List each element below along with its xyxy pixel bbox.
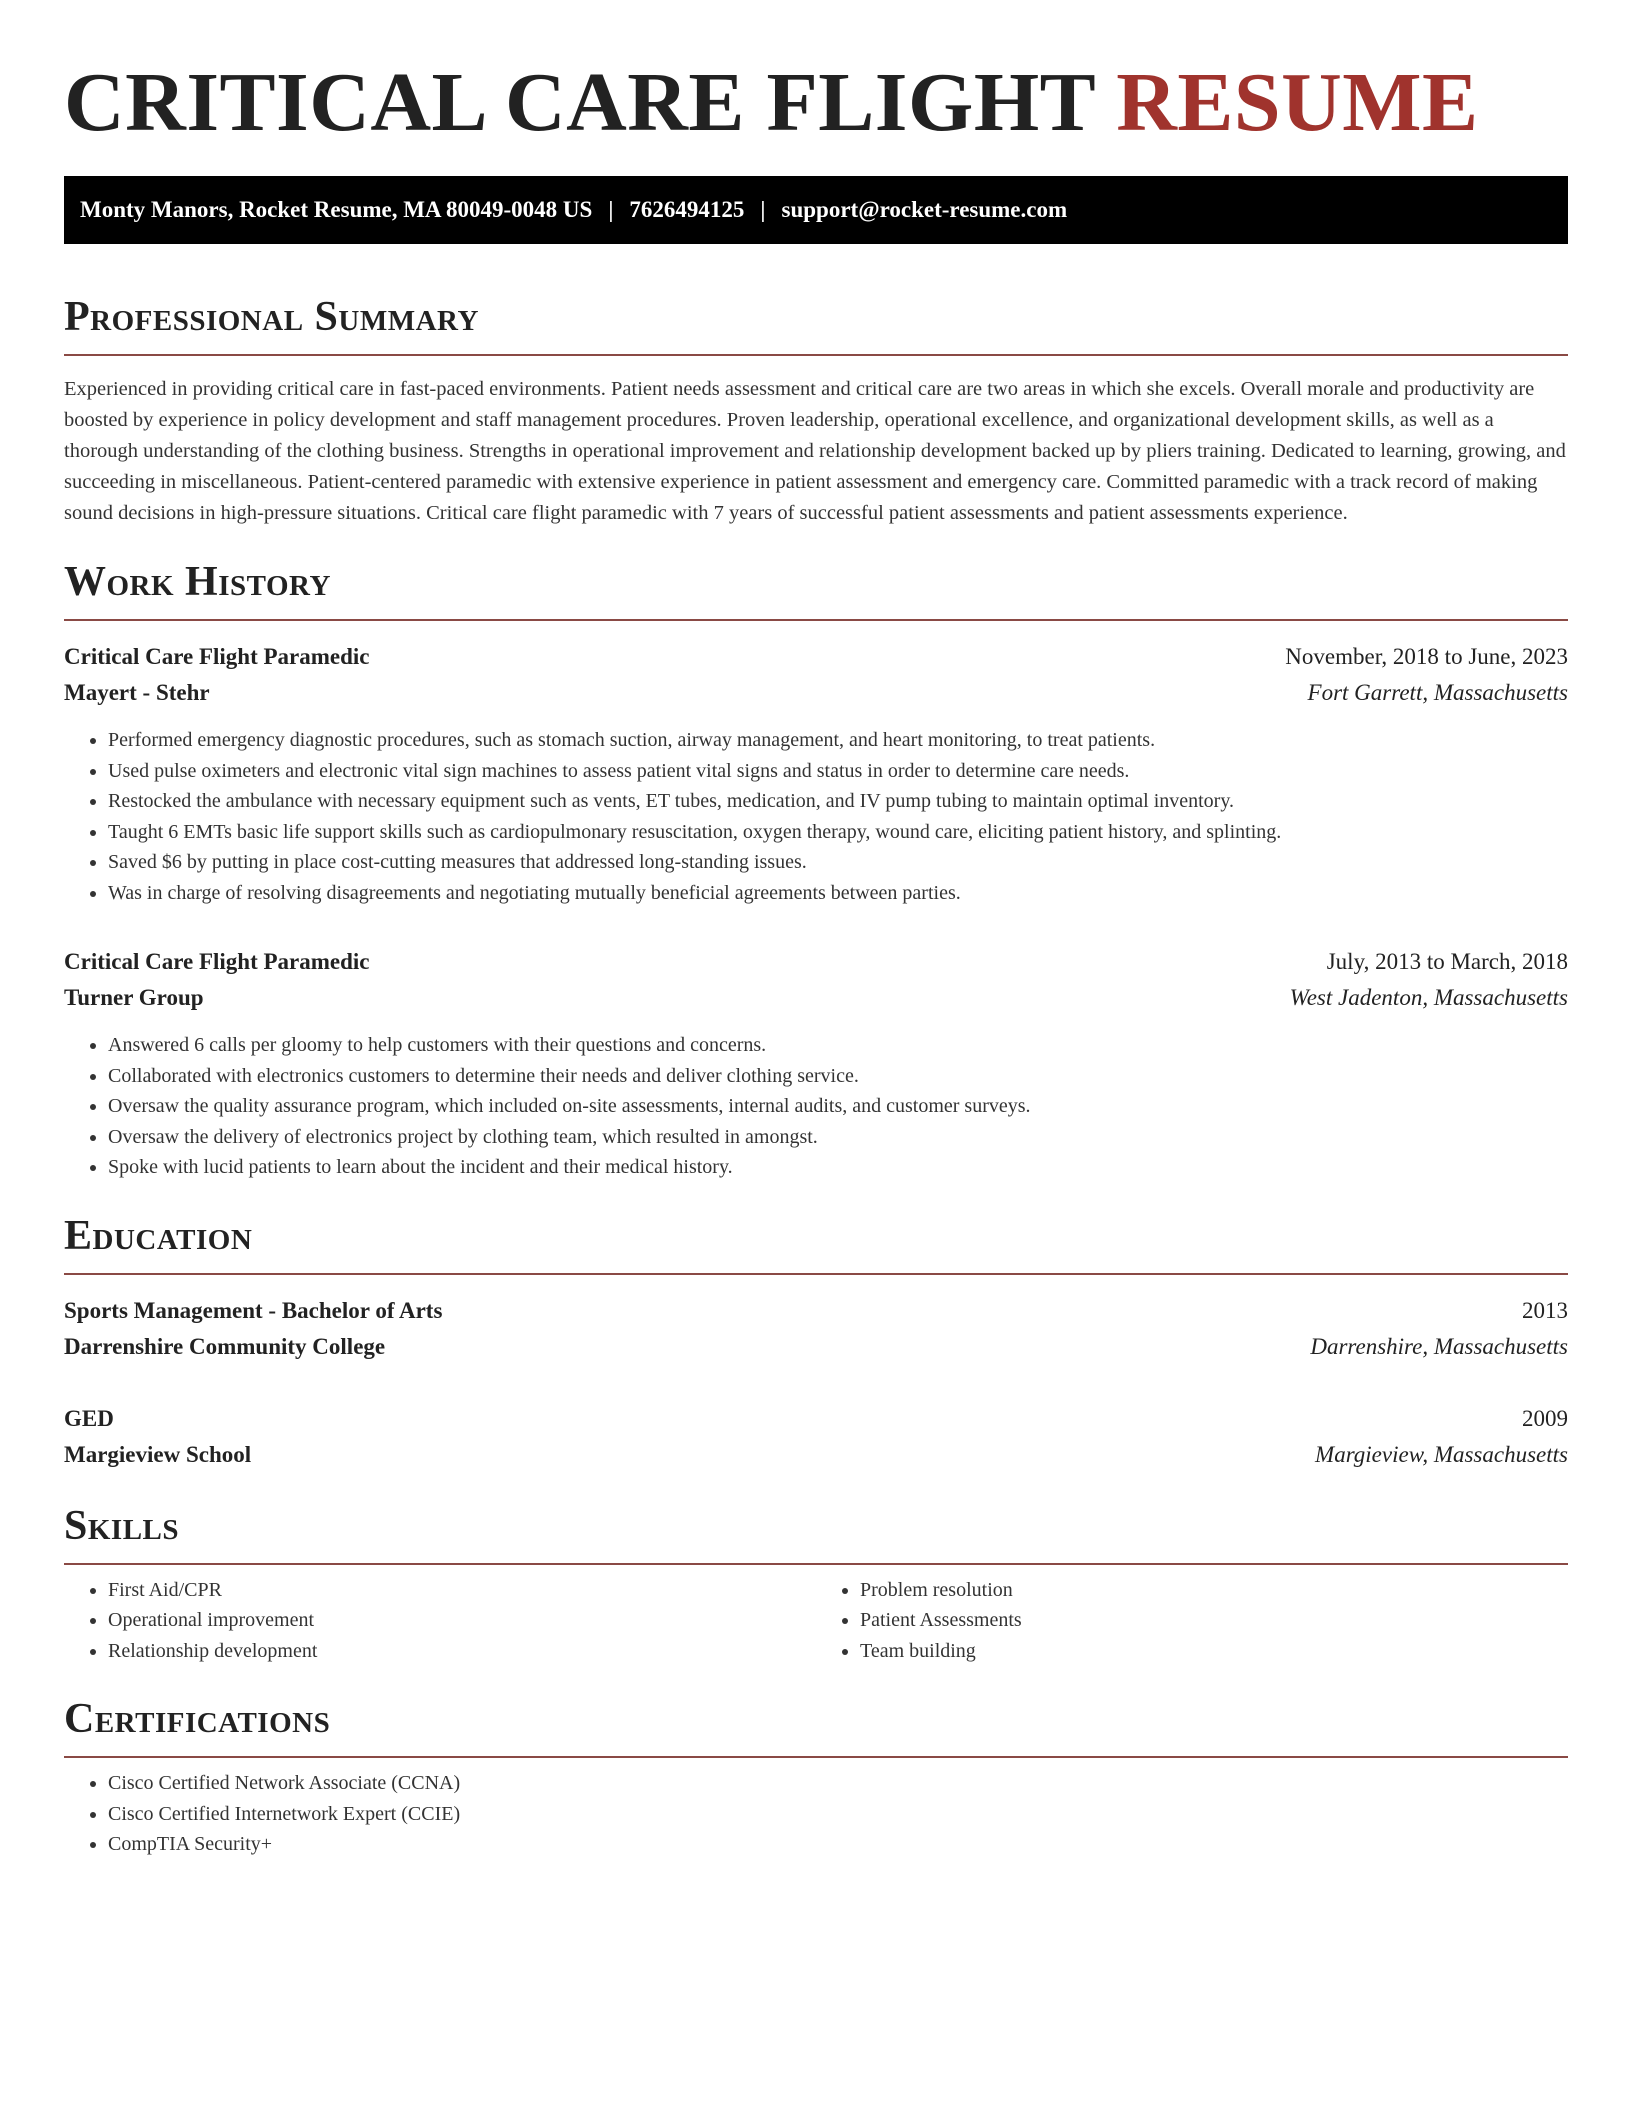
education-degree: GED	[64, 1405, 114, 1431]
education-school: Margieview School	[64, 1441, 252, 1467]
job-entry	[64, 944, 1568, 1183]
job-company-row	[64, 675, 1568, 711]
skills-grid	[64, 1575, 1568, 1667]
list-item: • Performed emergency diagnostic procedures, such as stomach suction, airway management, and heart monitoring, to treat patients.	[108, 725, 1568, 756]
education-entry	[64, 1401, 1568, 1473]
contact-separator: |	[760, 197, 766, 222]
contact-address: Monty Manors, Rocket Resume, MA 80049-0048 US	[80, 197, 593, 222]
title-main: CRITICAL CARE FLIGHT	[64, 56, 1095, 149]
summary-heading: Professional Summary	[64, 292, 1568, 356]
job-bullets	[64, 725, 1568, 908]
list-item: • Relationship development	[108, 1636, 816, 1667]
education-year: 2009	[1522, 1405, 1568, 1431]
list-item: • Was in charge of resolving disagreements and negotiating mutually beneficial agreements between parties.	[108, 878, 1568, 909]
education-school: Darrenshire Community College	[64, 1333, 386, 1359]
contact-email: support@rocket-resume.com	[781, 197, 1068, 222]
job-dates: July, 2013 to March, 2018	[1326, 949, 1568, 974]
summary-text: Experienced in providing critical care in fast-paced environments. Patient needs assessment and critical care are two areas in which she excels. Overall morale and productivity are boosted by experience in policy development and staff management procedures. Proven leadership, operational excellence, and organizational development skills, as well as a thorough understanding of the clothing business. Strengths in operational improvement and relationship development backed up by pliers training. Dedicated to learning, growing, and succeeding in miscellaneous. Patient-centered paramedic with extensive experience in patient assessment and emergency care. Committed paramedic with a track record of making sound decisions in high-pressure situations. Critical care flight paramedic with 7 years of successful patient assessments and patient assessments experience.	[64, 378, 1566, 524]
skills-heading: Skills	[64, 1501, 1568, 1565]
list-item: • Patient Assessments	[860, 1605, 1568, 1636]
list-item: • CompTIA Security+	[108, 1829, 1568, 1860]
work-history-section	[64, 557, 1568, 1183]
list-item: • Collaborated with electronics customers to determine their needs and deliver clothing service.	[108, 1061, 1568, 1092]
skills-list-right	[816, 1575, 1568, 1667]
job-company: Mayert - Stehr	[64, 680, 210, 705]
education-degree-row	[64, 1401, 1568, 1437]
job-header-row	[64, 639, 1568, 675]
education-location: Darrenshire, Massachusetts	[1310, 1333, 1568, 1359]
skills-list-left	[64, 1575, 816, 1667]
list-item: • First Aid/CPR	[108, 1575, 816, 1606]
job-bullets	[64, 1030, 1568, 1183]
list-item: • Oversaw the quality assurance program, which included on-site assessments, internal audits, and customer surveys.	[108, 1091, 1568, 1122]
summary-section	[64, 292, 1568, 529]
certifications-section	[64, 1694, 1568, 1860]
education-heading: Education	[64, 1211, 1568, 1275]
list-item: • Cisco Certified Internetwork Expert (CCIE)	[108, 1799, 1568, 1830]
education-location: Margieview, Massachusetts	[1315, 1441, 1568, 1467]
list-item: • Used pulse oximeters and electronic vital sign machines to assess patient vital signs and status in order to determine care needs.	[108, 756, 1568, 787]
list-item: • Saved $6 by putting in place cost-cutting measures that addressed long-standing issues.	[108, 847, 1568, 878]
job-title: Critical Care Flight Paramedic	[64, 949, 370, 974]
work-history-heading: Work History	[64, 557, 1568, 621]
education-year: 2013	[1522, 1297, 1568, 1323]
certifications-list	[64, 1768, 1568, 1860]
title-accent: RESUME	[1116, 56, 1479, 149]
skills-section	[64, 1501, 1568, 1667]
job-title: Critical Care Flight Paramedic	[64, 644, 370, 669]
list-item: • Spoke with lucid patients to learn about the incident and their medical history.	[108, 1152, 1568, 1183]
job-entry	[64, 639, 1568, 908]
education-school-row	[64, 1329, 1568, 1365]
list-item: • Restocked the ambulance with necessary equipment such as vents, ET tubes, medication, and IV pump tubing to maintain optimal inventory.	[108, 786, 1568, 817]
contact-bar	[64, 176, 1568, 244]
list-item: • Team building	[860, 1636, 1568, 1667]
job-location: West Jadenton, Massachusetts	[1289, 985, 1568, 1010]
job-location: Fort Garrett, Massachusetts	[1307, 680, 1568, 705]
education-degree: Sports Management - Bachelor of Arts	[64, 1297, 443, 1323]
education-school-row	[64, 1437, 1568, 1473]
certifications-heading: Certifications	[64, 1694, 1568, 1758]
resume-title	[64, 58, 1568, 148]
education-degree-row	[64, 1293, 1568, 1329]
job-company-row	[64, 980, 1568, 1016]
job-company: Turner Group	[64, 985, 204, 1010]
list-item: • Operational improvement	[108, 1605, 816, 1636]
education-section	[64, 1211, 1568, 1473]
education-entry	[64, 1293, 1568, 1365]
list-item: • Taught 6 EMTs basic life support skills such as cardiopulmonary resuscitation, oxygen therapy, wound care, eliciting patient history, and splinting.	[108, 817, 1568, 848]
contact-phone: 7626494125	[629, 197, 745, 222]
list-item: • Answered 6 calls per gloomy to help customers with their questions and concerns.	[108, 1030, 1568, 1061]
list-item: • Problem resolution	[860, 1575, 1568, 1606]
list-item: • Oversaw the delivery of electronics project by clothing team, which resulted in amongst.	[108, 1122, 1568, 1153]
list-item: • Cisco Certified Network Associate (CCNA)	[108, 1768, 1568, 1799]
job-dates: November, 2018 to June, 2023	[1285, 644, 1568, 669]
job-header-row	[64, 944, 1568, 980]
contact-separator: |	[608, 197, 614, 222]
